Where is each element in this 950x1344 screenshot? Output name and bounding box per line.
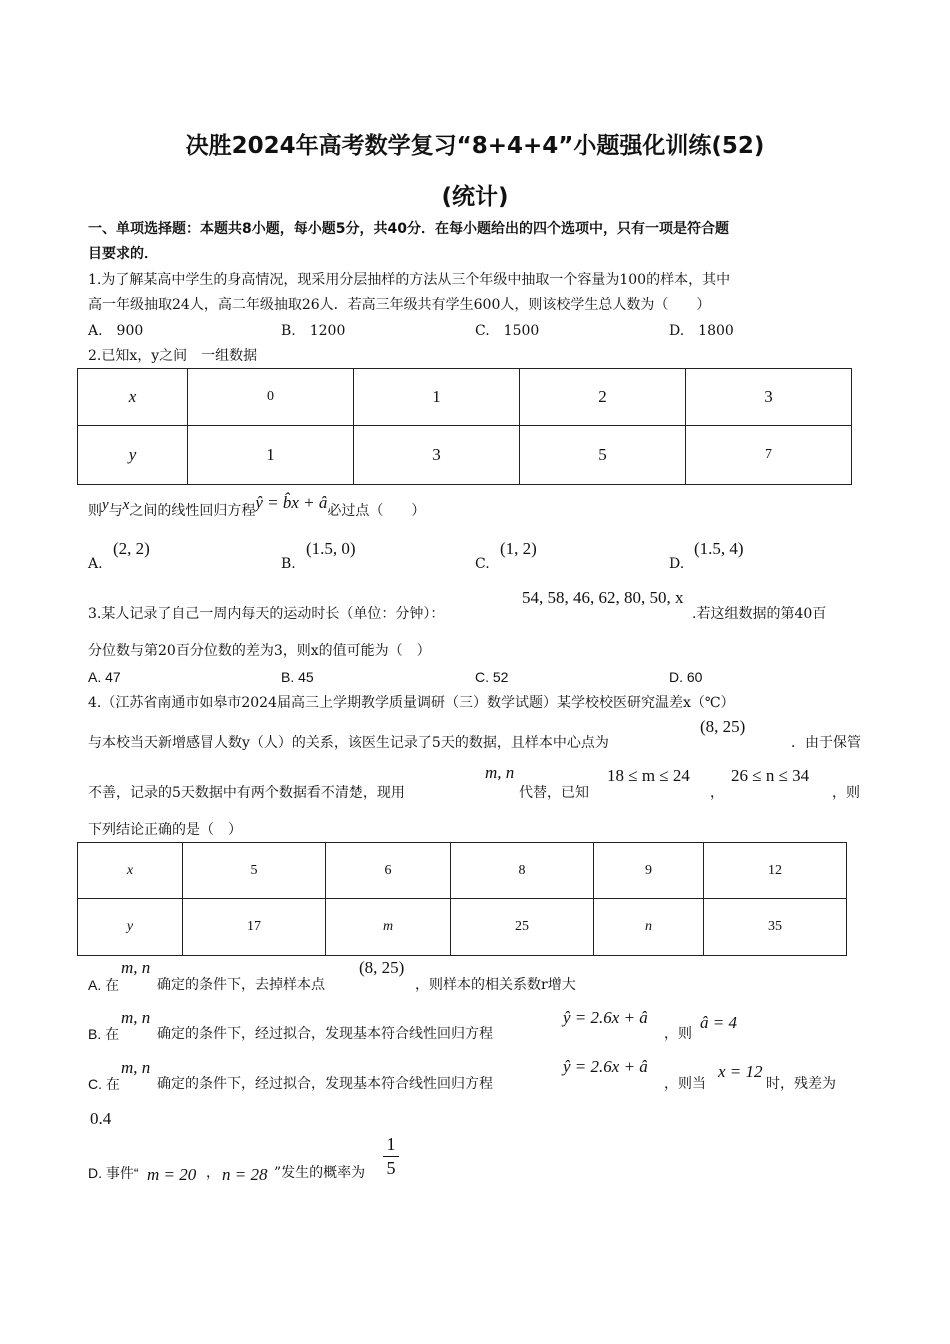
- q4-option-a-vars: m, n: [121, 958, 151, 977]
- table-header-x: x: [78, 369, 188, 426]
- q3-stem-line1-post: .若这组数据的第40百: [692, 606, 827, 622]
- q4-stem-line3-pre: 不善，记录的5天数据中有两个数据看不清楚，现用: [88, 785, 405, 801]
- table-cell: 12: [704, 843, 847, 899]
- q4-condition-m: 18 ≤ m ≤ 24: [607, 766, 690, 785]
- q2-data-table: [77, 368, 852, 485]
- q4-option-a-post: ，则样本的相关系数r增大: [415, 977, 576, 993]
- q3-data-list: 54, 58, 46, 62, 80, 50, x: [522, 588, 684, 607]
- table-cell: 1: [188, 426, 354, 485]
- table-cell: 17: [183, 899, 326, 956]
- table-row: [78, 426, 852, 485]
- q4-option-c-x: x = 12: [718, 1062, 763, 1081]
- q4-option-c-value: 0.4: [90, 1109, 112, 1128]
- q4-condition-n: 26 ≤ n ≤ 34: [731, 766, 810, 785]
- q4-stem-line2-pre: 与本校当天新增感冒人数y（人）的关系，该医生记录了5天的数据，且样本中心点为: [88, 735, 609, 751]
- q4-option-c-vars: m, n: [121, 1058, 151, 1077]
- q3-option-b: B. 45: [281, 669, 314, 685]
- table-cell: 5: [183, 843, 326, 899]
- q1-option-b: B. 1200: [281, 323, 346, 339]
- table-header-y: y: [78, 426, 188, 485]
- table-header-y: y: [78, 899, 183, 956]
- table-cell: 35: [704, 899, 847, 956]
- table-cell: 3: [686, 369, 852, 426]
- table-cell: 5: [520, 426, 686, 485]
- q1-option-d: D. 1800: [669, 323, 734, 339]
- q4-option-b-post: ，则: [664, 1026, 692, 1042]
- q1-option-c: C. 1500: [475, 323, 540, 339]
- q2-var-y: y: [102, 497, 109, 513]
- table-cell: 0: [188, 369, 354, 426]
- q4-option-b-mid: 确定的条件下，经过拟合，发现基本符合线性回归方程: [157, 1026, 493, 1042]
- q3-option-a: A. 47: [88, 669, 121, 685]
- q4-vars-mn: m, n: [485, 763, 515, 782]
- q2-var-x: x: [122, 497, 130, 513]
- q4-sample-center: (8, 25): [700, 717, 746, 736]
- q4-option-d-m: m = 20: [147, 1165, 197, 1184]
- section-heading-line2: 目要求的．: [88, 246, 158, 262]
- q2-question-pre: 则: [88, 503, 102, 519]
- q2-option-d-value: (1.5, 4): [694, 539, 744, 558]
- section-heading-line1: 一、单项选择题：本题共8小题，每小题5分，共40分．在每小题给出的四个选项中，只有一项是符合题: [88, 221, 729, 237]
- q2-option-d-letter: D.: [669, 556, 685, 572]
- q2-question-mid1: 与: [108, 503, 123, 519]
- table-row: [78, 899, 847, 956]
- page-title: 决胜2024年高考数学复习“8+4+4”小题强化训练(52): [185, 133, 765, 159]
- q4-stem-line2-post: ．由于保管: [791, 735, 861, 751]
- q3-stem-line2: 分位数与第20百分位数的差为3，则x的值可能为（ ）: [88, 643, 431, 659]
- q4-option-d-comma: ，: [206, 1165, 220, 1181]
- q4-stem-line3-mid: 代替，已知: [519, 785, 589, 801]
- table-cell: 6: [326, 843, 451, 899]
- table-header-x: x: [78, 843, 183, 899]
- q4-option-c-mid: 确定的条件下，经过拟合，发现基本符合线性回归方程: [157, 1076, 493, 1092]
- table-cell: n: [594, 899, 704, 956]
- q2-option-c-value: (1, 2): [500, 539, 537, 558]
- q4-option-c-equation: ŷ = 2.6x + â: [563, 1057, 648, 1076]
- q4-comma: ，: [710, 785, 724, 801]
- q4-option-d-pre: D. 事件“: [88, 1165, 139, 1181]
- fraction-denominator: 5: [386, 1158, 396, 1178]
- q2-question: [88, 493, 426, 521]
- table-cell: 8: [451, 843, 594, 899]
- table-cell: m: [326, 899, 451, 956]
- q4-option-b-equation: ŷ = 2.6x + â: [563, 1008, 648, 1027]
- table-cell: 2: [520, 369, 686, 426]
- q1-stem-line2: 高一年级抽取24人，高二年级抽取26人．若高三年级共有学生600人，则该校学生总人数为（ ）: [88, 297, 711, 313]
- q4-option-d-fraction: [383, 1134, 399, 1179]
- q2-question-post: 必过点（ ）: [327, 503, 426, 519]
- q4-option-a-mid: 确定的条件下，去掉样本点: [157, 977, 325, 993]
- q1-stem-line1: 1.为了解某高中学生的身高情况，现采用分层抽样的方法从三个年级中抽取一个容量为100的样本，其中: [88, 272, 731, 288]
- table-cell: 1: [354, 369, 520, 426]
- q4-option-c-post1: ，则当: [664, 1076, 706, 1092]
- q4-option-a-pre: A. 在: [88, 977, 120, 993]
- q3-option-c: C. 52: [475, 669, 509, 685]
- table-cell: 25: [451, 899, 594, 956]
- fraction-bar: [383, 1156, 399, 1157]
- table-cell: 3: [354, 426, 520, 485]
- q3-stem-line1-pre: 3.某人记录了自己一周内每天的运动时长（单位：分钟）：: [88, 606, 445, 622]
- q3-option-d: D. 60: [669, 669, 703, 685]
- q2-option-b-value: (1.5, 0): [306, 539, 356, 558]
- q4-stem-line1: 4.（江苏省南通市如皋市2024届高三上学期教学质量调研（三）数学试题）某学校校医研究温差x（℃）: [88, 695, 735, 711]
- q2-option-a-value: (2, 2): [113, 539, 150, 558]
- fraction-numerator: 1: [386, 1134, 396, 1154]
- q4-stem-line3-post: ，则: [832, 785, 860, 801]
- q4-option-c-post2: 时，残差为: [766, 1076, 836, 1092]
- page-subtitle: (统计): [441, 184, 509, 210]
- q4-option-b-result: â = 4: [700, 1013, 737, 1032]
- q2-option-a-letter: A.: [88, 556, 103, 572]
- table-row: [78, 369, 852, 426]
- q1-option-a: A. 900: [88, 323, 144, 339]
- table-cell: 9: [594, 843, 704, 899]
- q4-data-table: [77, 842, 847, 956]
- table-cell: 7: [686, 426, 852, 485]
- q2-option-c-letter: C.: [475, 556, 490, 572]
- q4-option-d-n: n = 28: [222, 1165, 268, 1184]
- q2-option-b-letter: B.: [281, 556, 296, 572]
- q2-question-mid2: 之间的线性回归方程: [129, 503, 256, 519]
- q4-option-b-pre: B. 在: [88, 1026, 120, 1042]
- q2-regression-equation: ŷ = b̂x + â: [255, 493, 328, 512]
- q4-stem-line4: 下列结论正确的是（ ）: [88, 822, 242, 838]
- table-row: [78, 843, 847, 899]
- q4-option-c-pre: C. 在: [88, 1076, 120, 1092]
- q4-option-d-post: ”发生的概率为: [274, 1165, 366, 1181]
- q4-option-b-vars: m, n: [121, 1008, 151, 1027]
- q2-stem: 2.已知x，y之间 一组数据: [88, 348, 258, 364]
- q4-option-a-point: (8, 25): [359, 958, 405, 977]
